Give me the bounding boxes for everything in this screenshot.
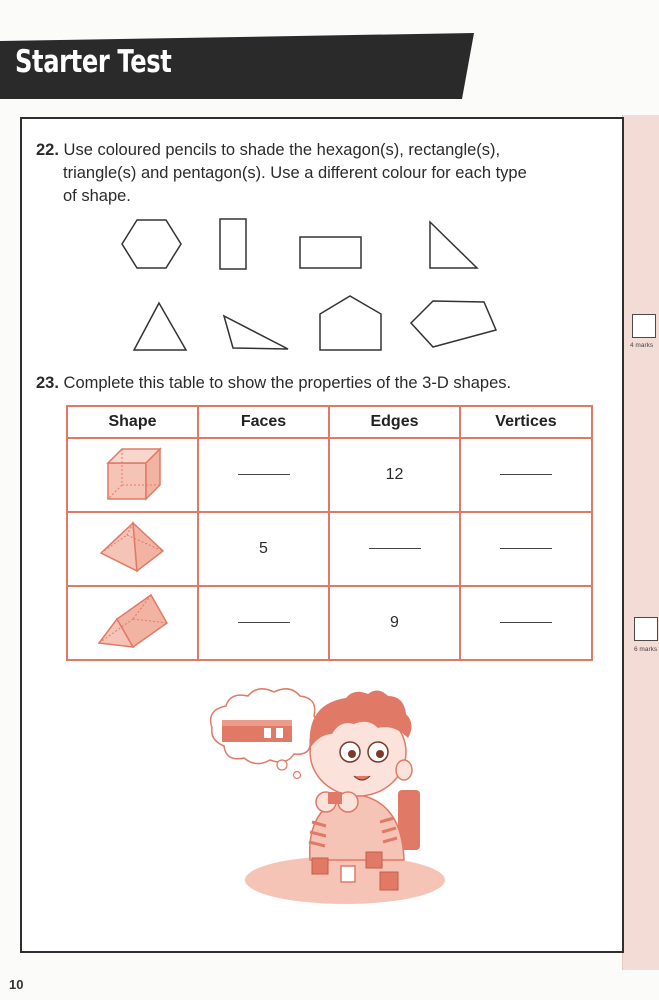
table-header-row xyxy=(67,406,592,438)
answer-blank[interactable] xyxy=(238,474,290,475)
marks-label-q22: 4 marks xyxy=(630,342,654,349)
page-title: Starter Test xyxy=(15,44,172,80)
header-edges: Edges xyxy=(329,406,460,438)
answer-blank[interactable] xyxy=(500,548,552,549)
wide-rectangle-shape[interactable] xyxy=(300,237,361,268)
question-22-text-line1: Use coloured pencils to shade the hexagon(s), rectangle(s), xyxy=(63,141,501,159)
table-row xyxy=(67,586,592,660)
pentagon-shape[interactable] xyxy=(320,296,381,350)
cube-icon xyxy=(98,443,168,503)
scalene-triangle-shape[interactable] xyxy=(224,316,288,349)
marks-box-q23[interactable] xyxy=(634,617,658,641)
marks-label-q23: 6 marks xyxy=(634,646,658,653)
properties-table xyxy=(66,405,593,661)
shapes-group xyxy=(110,210,510,360)
triangular-prism-icon xyxy=(95,591,171,651)
question-22-text-line2: triangle(s) and pentagon(s). Use a different colour for each type xyxy=(63,164,527,182)
page-number: 10 xyxy=(9,977,24,992)
question-22-text-line3: of shape. xyxy=(63,187,131,205)
margin-strip xyxy=(622,115,659,970)
shape-cell-cube xyxy=(67,438,198,512)
question-23-text: Complete this table to show the properties of the 3-D shapes. xyxy=(63,374,512,392)
header-shape: Shape xyxy=(67,406,198,438)
vertices-cell-pyramid[interactable] xyxy=(460,512,592,586)
answer-blank[interactable] xyxy=(500,622,552,623)
boy-thinking-illustration xyxy=(205,685,465,910)
table-row xyxy=(67,438,592,512)
answer-blank[interactable] xyxy=(369,548,421,549)
hexagon-shape[interactable] xyxy=(122,220,181,268)
question-23 xyxy=(36,372,511,395)
question-22-line1 xyxy=(36,139,500,162)
shape-cell-prism xyxy=(67,586,198,660)
answer-blank[interactable] xyxy=(500,474,552,475)
faces-cell-cube[interactable] xyxy=(198,438,329,512)
faces-cell-prism[interactable] xyxy=(198,586,329,660)
vertices-cell-prism[interactable] xyxy=(460,586,592,660)
right-triangle-shape[interactable] xyxy=(430,222,477,268)
tall-rectangle-shape[interactable] xyxy=(220,219,246,269)
vertices-cell-cube[interactable] xyxy=(460,438,592,512)
faces-cell-pyramid: 5 xyxy=(198,512,329,586)
irregular-pentagon-shape[interactable] xyxy=(411,301,496,347)
table-row xyxy=(67,512,592,586)
header-faces: Faces xyxy=(198,406,329,438)
edges-cell-pyramid[interactable] xyxy=(329,512,460,586)
triangle-shape[interactable] xyxy=(134,303,186,350)
question-23-number: 23. xyxy=(36,374,59,392)
shape-cell-pyramid xyxy=(67,512,198,586)
edges-cell-prism: 9 xyxy=(329,586,460,660)
answer-blank[interactable] xyxy=(238,622,290,623)
square-pyramid-icon xyxy=(97,519,169,575)
edges-cell-cube: 12 xyxy=(329,438,460,512)
question-22-number: 22. xyxy=(36,141,59,159)
marks-box-q22[interactable] xyxy=(632,314,656,338)
header-vertices: Vertices xyxy=(460,406,592,438)
